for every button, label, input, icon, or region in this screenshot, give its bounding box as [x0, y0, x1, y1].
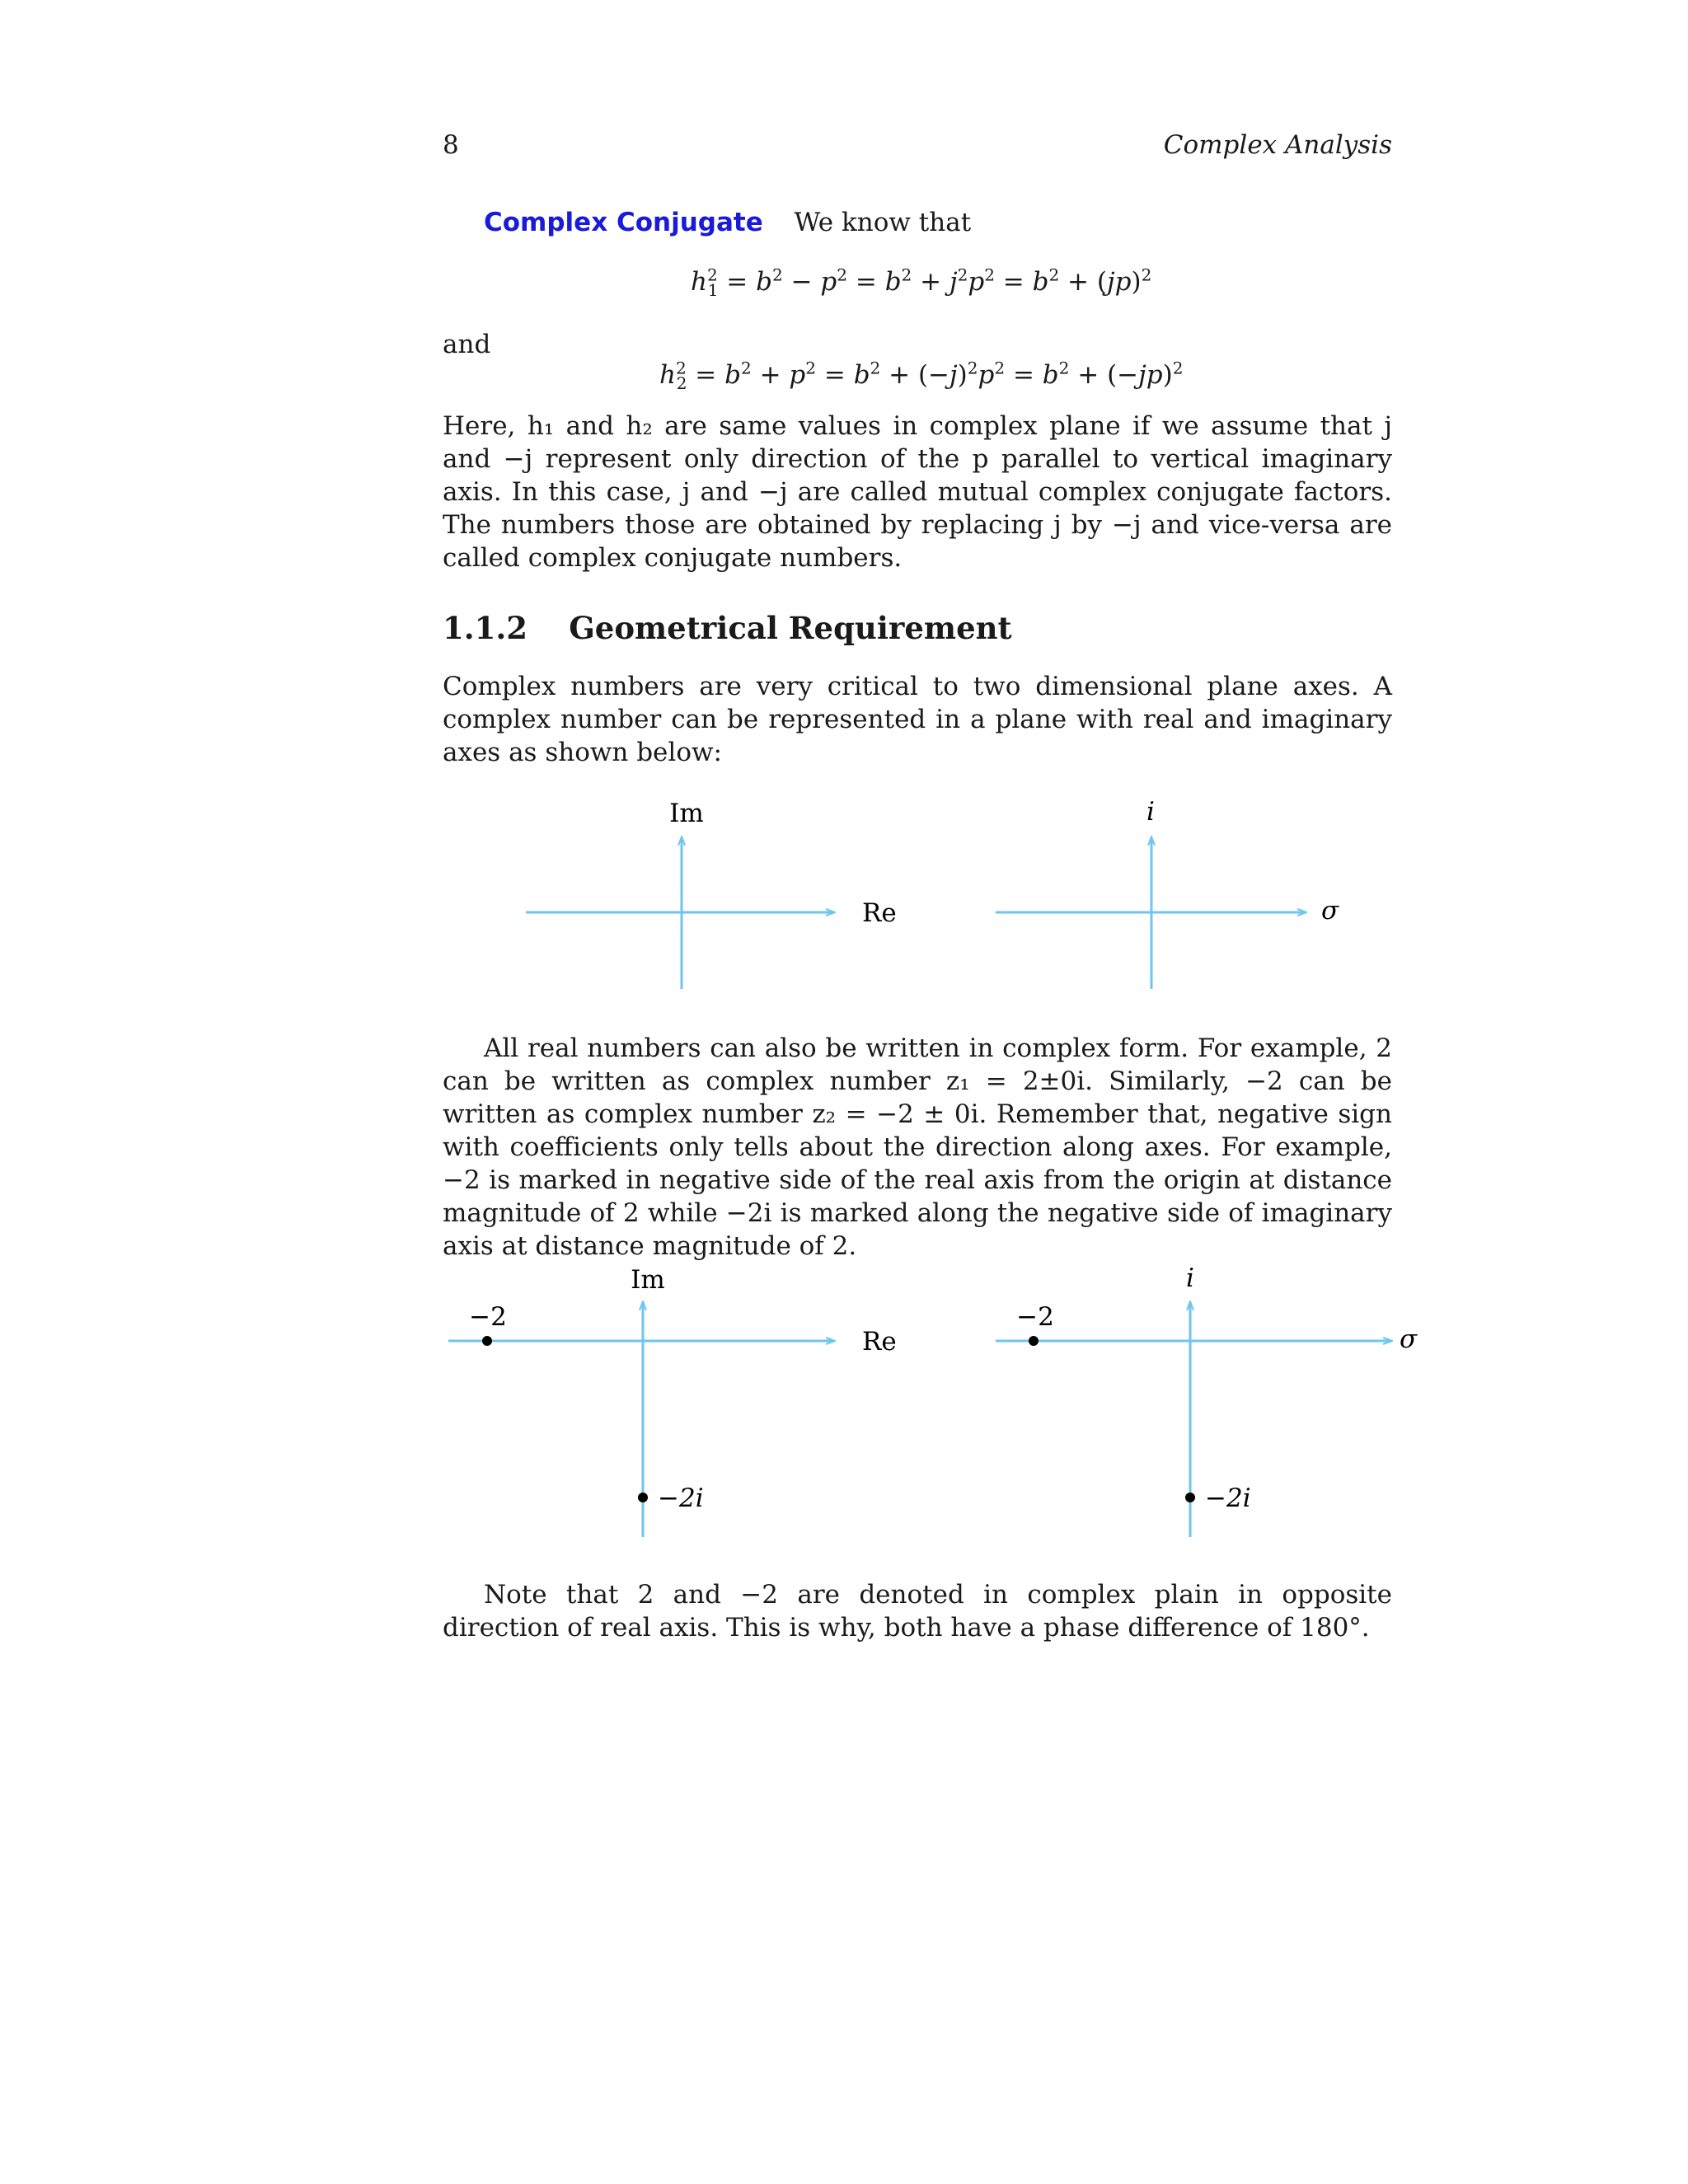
equation-h1: $h^2_1 = b^2 - p^2 = b^2 + j^2p^2 = b^2 + (jp)^2$	[691, 265, 1152, 301]
paragraph-phase: Note that 2 and −2 are denoted in complex plain in opposite direction of real axis. This is why, both have a phase difference of 180°.	[443, 1580, 1392, 1643]
paragraph-geometrical: Complex numbers are very critical to two dimensional plane axes. A complex number can be represented in a plane with real and imaginary axes as shown below:	[443, 672, 1392, 767]
paragraph-real-numbers: All real numbers can also be written in complex form. For example, 2 can be written as complex number z₁ = 2±0i. Similarly, −2 can be written as complex number z₂ = −2 ± 0i. Remember that, negative sign with coefficients only tells about the direction along axes. For example, −2 is marked in negative side of the real axis from the origin at distance magnitude of 2 while −2i is marked along the negative side of imaginary axis at distance magnitude of 2.	[443, 1033, 1392, 1261]
page-number: 8	[443, 130, 459, 160]
label-point-imag: −2i	[658, 1483, 704, 1513]
plane-i-sigma-points	[996, 1263, 1418, 1537]
label-re: Re	[862, 1327, 897, 1357]
and-text: and	[443, 330, 491, 359]
plane-im-re	[526, 799, 897, 989]
label-sigma: σ	[1321, 896, 1339, 926]
point-minus-2	[482, 1336, 492, 1346]
conjugate-title: Complex Conjugate	[484, 208, 763, 237]
label-sigma: σ	[1400, 1324, 1418, 1354]
label-im: Im	[631, 1265, 665, 1295]
label-point-real: −2	[1016, 1302, 1054, 1332]
point-minus-2i	[638, 1493, 648, 1502]
section-number: 1.1.2	[443, 610, 528, 646]
section-title: Geometrical Requirement	[569, 610, 1012, 646]
conjugate-intro: We know that	[794, 208, 972, 237]
equation-h2: $h^2_2 = b^2 + p^2 = b^2 + (-j)^2p^2 = b^2 + (-jp)^2$	[659, 358, 1184, 394]
running-title: Complex Analysis	[1163, 130, 1392, 160]
point-minus-2i	[1185, 1493, 1195, 1502]
label-point-imag: −2i	[1205, 1483, 1251, 1513]
label-i: i	[1146, 797, 1155, 827]
label-im: Im	[669, 799, 704, 828]
plane-im-re-points	[448, 1265, 897, 1537]
point-minus-2	[1029, 1336, 1039, 1346]
paragraph-conjugate: Here, h₁ and h₂ are same values in complex plane if we assume that j and −j represent only direction of the p parallel to vertical imaginary axis. In this case, j and −j are called mutual complex conjugate factors. The numbers those are obtained by replacing j by −j and vice-versa are called complex conjugate numbers.	[443, 411, 1392, 573]
label-re: Re	[862, 898, 897, 928]
label-point-real: −2	[469, 1302, 507, 1332]
plane-i-sigma	[996, 797, 1339, 989]
label-i: i	[1186, 1263, 1194, 1293]
